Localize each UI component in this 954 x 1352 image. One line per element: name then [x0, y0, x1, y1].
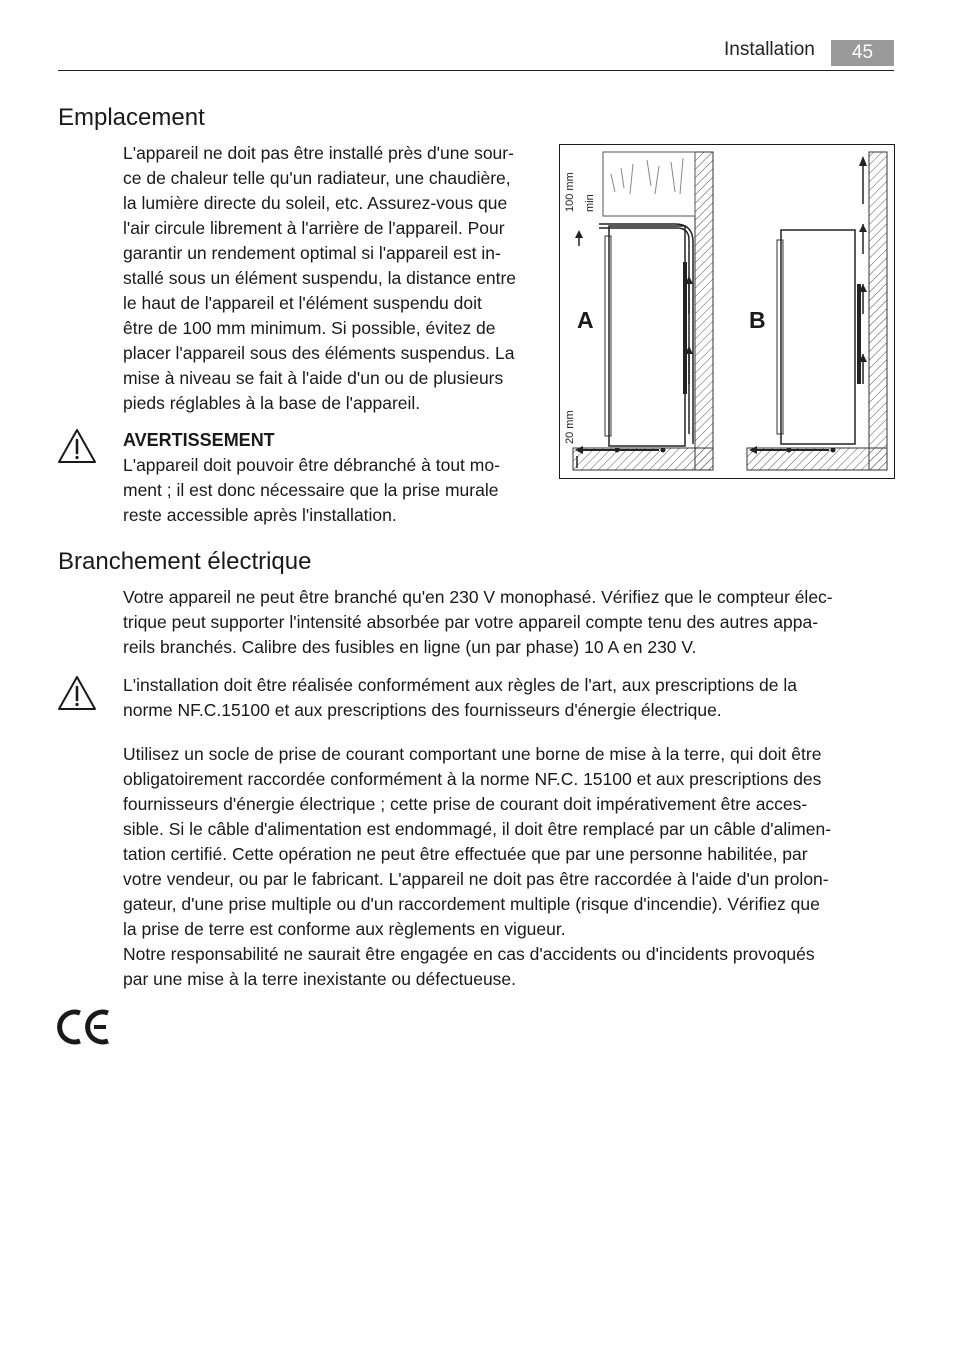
label-bottom-distance: 20 mm: [564, 410, 576, 444]
ce-mark-icon: [56, 1008, 112, 1046]
section-title-branchement: Branchement électrique: [58, 548, 312, 575]
warning-triangle-icon: [57, 428, 97, 464]
branchement-warning-text: L'installation doit être réalisée conformément aux règles de l'art, aux prescriptions de la norme NF.C.15100 et aux prescriptions des fournisseurs d'énergie électrique.: [123, 675, 797, 720]
emplacement-body: L'appareil ne doit pas être installé près d'une sour- ce de chaleur telle qu'un radiateur, une chaudière, la lumière directe du soleil, etc. Assurez-vous que l'air circule librement à l'arrière de l'appareil. Pour garantir un rendement optimal si l'appareil est in- stallé sous un élément suspendu, la distance entre le haut de l'appareil et l'élément suspendu doit être de 100 mm minimum. Si possible, évitez de placer l'appareil sous des éléments suspendus. La mise à niveau se fait à l'aide d'un ou de plusieurs pieds réglables à la base de l'appareil.: [123, 143, 517, 413]
warning-triangle-icon: [57, 675, 97, 711]
branchement-para-1: Votre appareil ne peut être branché qu'en 230 V monophasé. Vérifiez que le compteur élec- trique peut supporter l'intensité absorbée par votre appareil compte tenu des autres appa- reils branchés. Calibre des fusibles en ligne (un par phase) 10 A en 230 V.: [123, 587, 833, 657]
panel-a-label: A: [577, 307, 594, 333]
warning-text: L'appareil doit pouvoir être débranché à tout mo- ment ; il est donc nécessaire que la prise murale reste accessible après l'installation.: [123, 455, 500, 525]
running-header-section: Installation: [724, 39, 815, 60]
panel-b-label: B: [749, 307, 766, 333]
branchement-para-2: Utilisez un socle de prise de courant comportant une borne de mise à la terre, qui doit être obligatoirement raccordée conformément à la norme NF.C. 15100 et aux prescriptions des fournisseurs d'énergie électrique ; cette prise de courant doit impérativement être acces- sible. Si le câble d'alimentation est endommagé, il doit être remplacé par un câble d'alimen- tation certifié. Cette opération ne peut être effectuée que par une personne habilitée, par votre vendeur, ou par le fabricant. L'appareil ne doit pas être raccordée à l'aide d'un prolon- gateur, d'une prise multiple ou d'un raccordement multiple (risque d'incendie). Vérifiez que la prise de terre est conforme aux règlements en vigueur. Notre responsabilité ne saurait être engagée en cas d'accidents ou d'incidents provoqués par une mise à la terre inexistante ou défectueuse.: [123, 744, 832, 989]
label-top-distance: 100 mm: [564, 172, 576, 212]
installation-clearance-diagram: [559, 144, 895, 479]
page-number: 45: [831, 40, 894, 66]
section-title-emplacement: Emplacement: [58, 104, 205, 131]
header-divider: [58, 70, 894, 71]
warning-title: AVERTISSEMENT: [123, 430, 275, 450]
label-top-min: min: [584, 194, 596, 212]
